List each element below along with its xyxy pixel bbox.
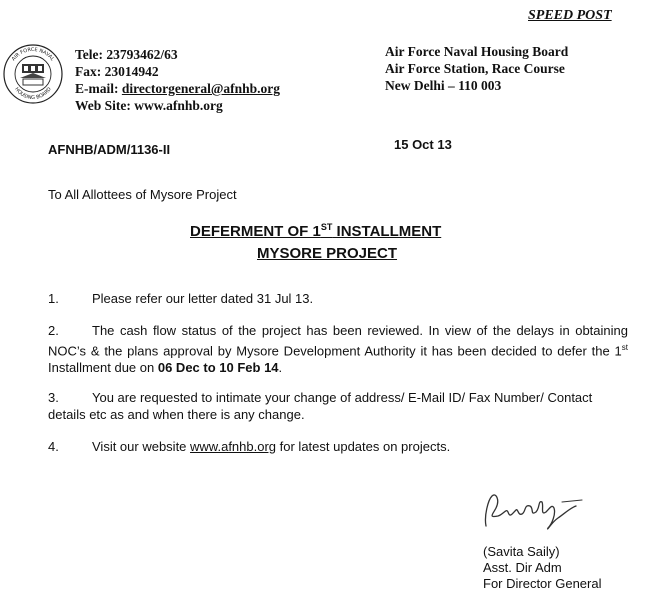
signatory-designation: Asst. Dir Adm (483, 560, 562, 575)
emblem-ring-text-top: AIR FORCE NAVAL (10, 46, 56, 63)
paragraph-1 (48, 290, 628, 307)
ordinal-sup: st (621, 343, 628, 352)
paragraph-4 (48, 438, 628, 455)
emblem-ring-text-bottom: HOUSING BOARD (13, 86, 53, 102)
paragraph-text: The cash flow status of the project has been reviewed. In view of the delays in obtaining NOC’s & the plans approval by Mysore Development Authority it has been decided to defer the 1 (48, 323, 628, 359)
address-line-2: Air Force Station, Race Course (385, 61, 565, 76)
signatory-block (483, 544, 601, 592)
signatory-name: (Savita Saily) (483, 544, 560, 559)
handwritten-signature (478, 478, 588, 538)
telephone: Tele: 23793462/63 (75, 47, 178, 62)
subject-text-b: INSTALLMENT (332, 223, 442, 240)
office-address (385, 43, 568, 94)
email-line (75, 80, 280, 97)
paragraph-number: 4. (48, 439, 59, 454)
website: Web Site: www.afnhb.org (75, 98, 223, 113)
paragraph-text: for latest updates on projects. (276, 439, 451, 454)
website-link[interactable]: www.afnhb.org (190, 439, 277, 454)
reference-number: AFNHB/ADM/1136-II (48, 142, 171, 157)
email-link[interactable]: directorgeneral@afnhb.org (121, 81, 281, 96)
paragraph-text: Visit our website (92, 439, 191, 454)
email-label: E-mail: (75, 81, 122, 96)
paragraph-3 (48, 389, 628, 423)
paragraph-number: 2. (48, 323, 59, 338)
afnhb-emblem-icon (2, 42, 64, 106)
paragraph-text: Please refer our letter dated 31 Jul 13. (92, 291, 314, 306)
paragraph-text: . (278, 360, 283, 376)
address-line-3: New Delhi – 110 003 (385, 78, 502, 93)
subject-text-a: DEFERMENT OF 1 (190, 223, 321, 240)
paragraph-2 (48, 322, 628, 376)
paragraph-text: You are requested to intimate your change of address/ E-Mail ID/ Fax Number/ Contact details etc as and when there is any change. (48, 390, 593, 422)
address-line-1: Air Force Naval Housing Board (385, 44, 569, 59)
deferment-dates: 06 Dec to 10 Feb 14 (157, 360, 279, 376)
signatory-for: For Director General (483, 576, 602, 591)
addressee: To All Allottees of Mysore Project (48, 187, 237, 202)
paragraph-number: 3. (48, 390, 59, 405)
speed-post-label: SPEED POST (528, 8, 612, 23)
paragraph-number: 1. (48, 291, 59, 306)
letter-date: 15 Oct 13 (394, 137, 452, 152)
fax: Fax: 23014942 (75, 64, 159, 79)
subject-line-2: MYSORE PROJECT (257, 245, 398, 262)
paragraph-text: Installment due on (48, 360, 158, 376)
subject-sup: ST (320, 222, 333, 232)
contact-block (75, 46, 280, 114)
subject-line-1 (190, 222, 441, 240)
